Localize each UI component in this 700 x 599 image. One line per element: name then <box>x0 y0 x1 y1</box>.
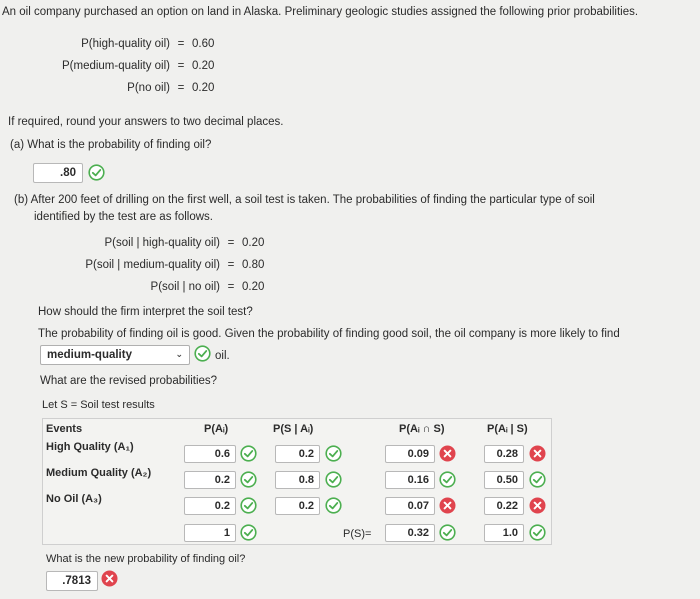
prior-value: 0.20 <box>192 82 215 94</box>
prior-label: P(no oil) <box>127 82 170 94</box>
revised-question: What are the revised probabilities? <box>40 375 218 387</box>
prior-value: 0.60 <box>192 38 215 50</box>
interpret-question: How should the firm interpret the soil test? <box>38 306 253 318</box>
pa-given-s-input[interactable]: 0.28 <box>484 445 524 463</box>
pa-and-s-input[interactable]: 0.09 <box>385 445 435 463</box>
check-icon <box>529 524 546 541</box>
ps-given-a-input[interactable]: 0.8 <box>275 471 320 489</box>
check-icon <box>240 497 257 514</box>
select-suffix: oil. <box>215 350 230 362</box>
chevron-down-icon: ⌄ <box>175 349 183 359</box>
ps-label: P(S)= <box>343 528 372 540</box>
x-icon <box>439 445 456 462</box>
conditional-value: 0.20 <box>242 237 265 249</box>
part-a-question: (a) What is the probability of finding oil? <box>10 139 212 151</box>
conditional-label: P(soil | medium-quality oil) <box>85 259 220 271</box>
header-ps-given-a: P(S | Aᵢ) <box>273 423 314 435</box>
pa-given-s-input[interactable]: 0.22 <box>484 497 524 515</box>
check-icon <box>325 471 342 488</box>
header-events: Events <box>46 423 83 435</box>
prior-label: P(high-quality oil) <box>81 38 170 50</box>
equals-sign: = <box>177 82 185 94</box>
x-icon <box>439 497 456 514</box>
check-icon <box>325 445 342 462</box>
check-icon <box>194 345 211 362</box>
x-icon <box>529 497 546 514</box>
header-pa-given-s: P(Aᵢ | S) <box>487 423 528 435</box>
check-icon <box>240 524 257 541</box>
total-pa-input[interactable]: 1 <box>184 524 236 542</box>
conditional-row <box>50 259 264 271</box>
event-label: Medium Quality (A₂) <box>46 467 152 479</box>
prior-row <box>20 38 214 50</box>
check-icon <box>240 471 257 488</box>
let-s-text: Let S = Soil test results <box>42 399 155 411</box>
conditional-value: 0.80 <box>242 259 265 271</box>
prior-row <box>20 60 214 72</box>
soil-quality-select-value: medium-quality <box>47 349 132 361</box>
pa-given-s-input[interactable]: 0.50 <box>484 471 524 489</box>
check-icon <box>88 164 105 181</box>
rounding-note: If required, round your answers to two decimal places. <box>8 116 284 128</box>
intro-text: An oil company purchased an option on land in Alaska. Preliminary geologic studies assigned the following prior probabilities. <box>2 6 639 18</box>
check-icon <box>439 471 456 488</box>
check-icon <box>240 445 257 462</box>
conditional-label: P(soil | high-quality oil) <box>104 237 220 249</box>
prior-value: 0.20 <box>192 60 215 72</box>
new-prob-question: What is the new probability of finding oil? <box>46 553 246 565</box>
pa-and-s-input[interactable]: 0.07 <box>385 497 435 515</box>
equals-sign: = <box>227 259 235 271</box>
pa-input[interactable]: 0.6 <box>184 445 236 463</box>
equals-sign: = <box>177 38 185 50</box>
event-label: No Oil (A₃) <box>46 493 102 505</box>
event-label: High Quality (A₁) <box>46 441 134 453</box>
pa-and-s-input[interactable]: 0.16 <box>385 471 435 489</box>
revised-probabilities-table <box>42 418 552 545</box>
equals-sign: = <box>177 60 185 72</box>
header-pa-and-s: P(Aᵢ ∩ S) <box>399 423 445 435</box>
prior-label: P(medium-quality oil) <box>61 60 170 72</box>
check-icon <box>325 497 342 514</box>
header-pa: P(Aᵢ) <box>204 423 229 435</box>
part-b-question-line1: (b) After 200 feet of drilling on the first well, a soil test is taken. The probabilities of finding the particular type of soil <box>14 194 595 206</box>
x-icon <box>529 445 546 462</box>
conditional-value: 0.20 <box>242 281 265 293</box>
ps-value-input[interactable]: 0.32 <box>385 524 435 542</box>
check-icon <box>529 471 546 488</box>
interpret-text: The probability of finding oil is good. Given the probability of finding good soil, the oil company is more likely to find <box>38 328 620 340</box>
conditional-label: P(soil | no oil) <box>150 281 220 293</box>
new-prob-answer-input[interactable]: .7813 <box>46 571 98 591</box>
equals-sign: = <box>227 237 235 249</box>
equals-sign: = <box>227 281 235 293</box>
ps-given-a-input[interactable]: 0.2 <box>275 445 320 463</box>
prior-row <box>20 82 214 94</box>
part-a-answer-input[interactable]: .80 <box>33 163 83 183</box>
total-given-input[interactable]: 1.0 <box>484 524 524 542</box>
part-b-question-line2: identified by the test are as follows. <box>34 211 213 223</box>
pa-input[interactable]: 0.2 <box>184 497 236 515</box>
soil-quality-select[interactable] <box>40 345 190 365</box>
ps-given-a-input[interactable]: 0.2 <box>275 497 320 515</box>
pa-input[interactable]: 0.2 <box>184 471 236 489</box>
x-icon <box>101 570 118 587</box>
check-icon <box>439 524 456 541</box>
conditional-row <box>50 281 264 293</box>
conditional-row <box>50 237 264 249</box>
